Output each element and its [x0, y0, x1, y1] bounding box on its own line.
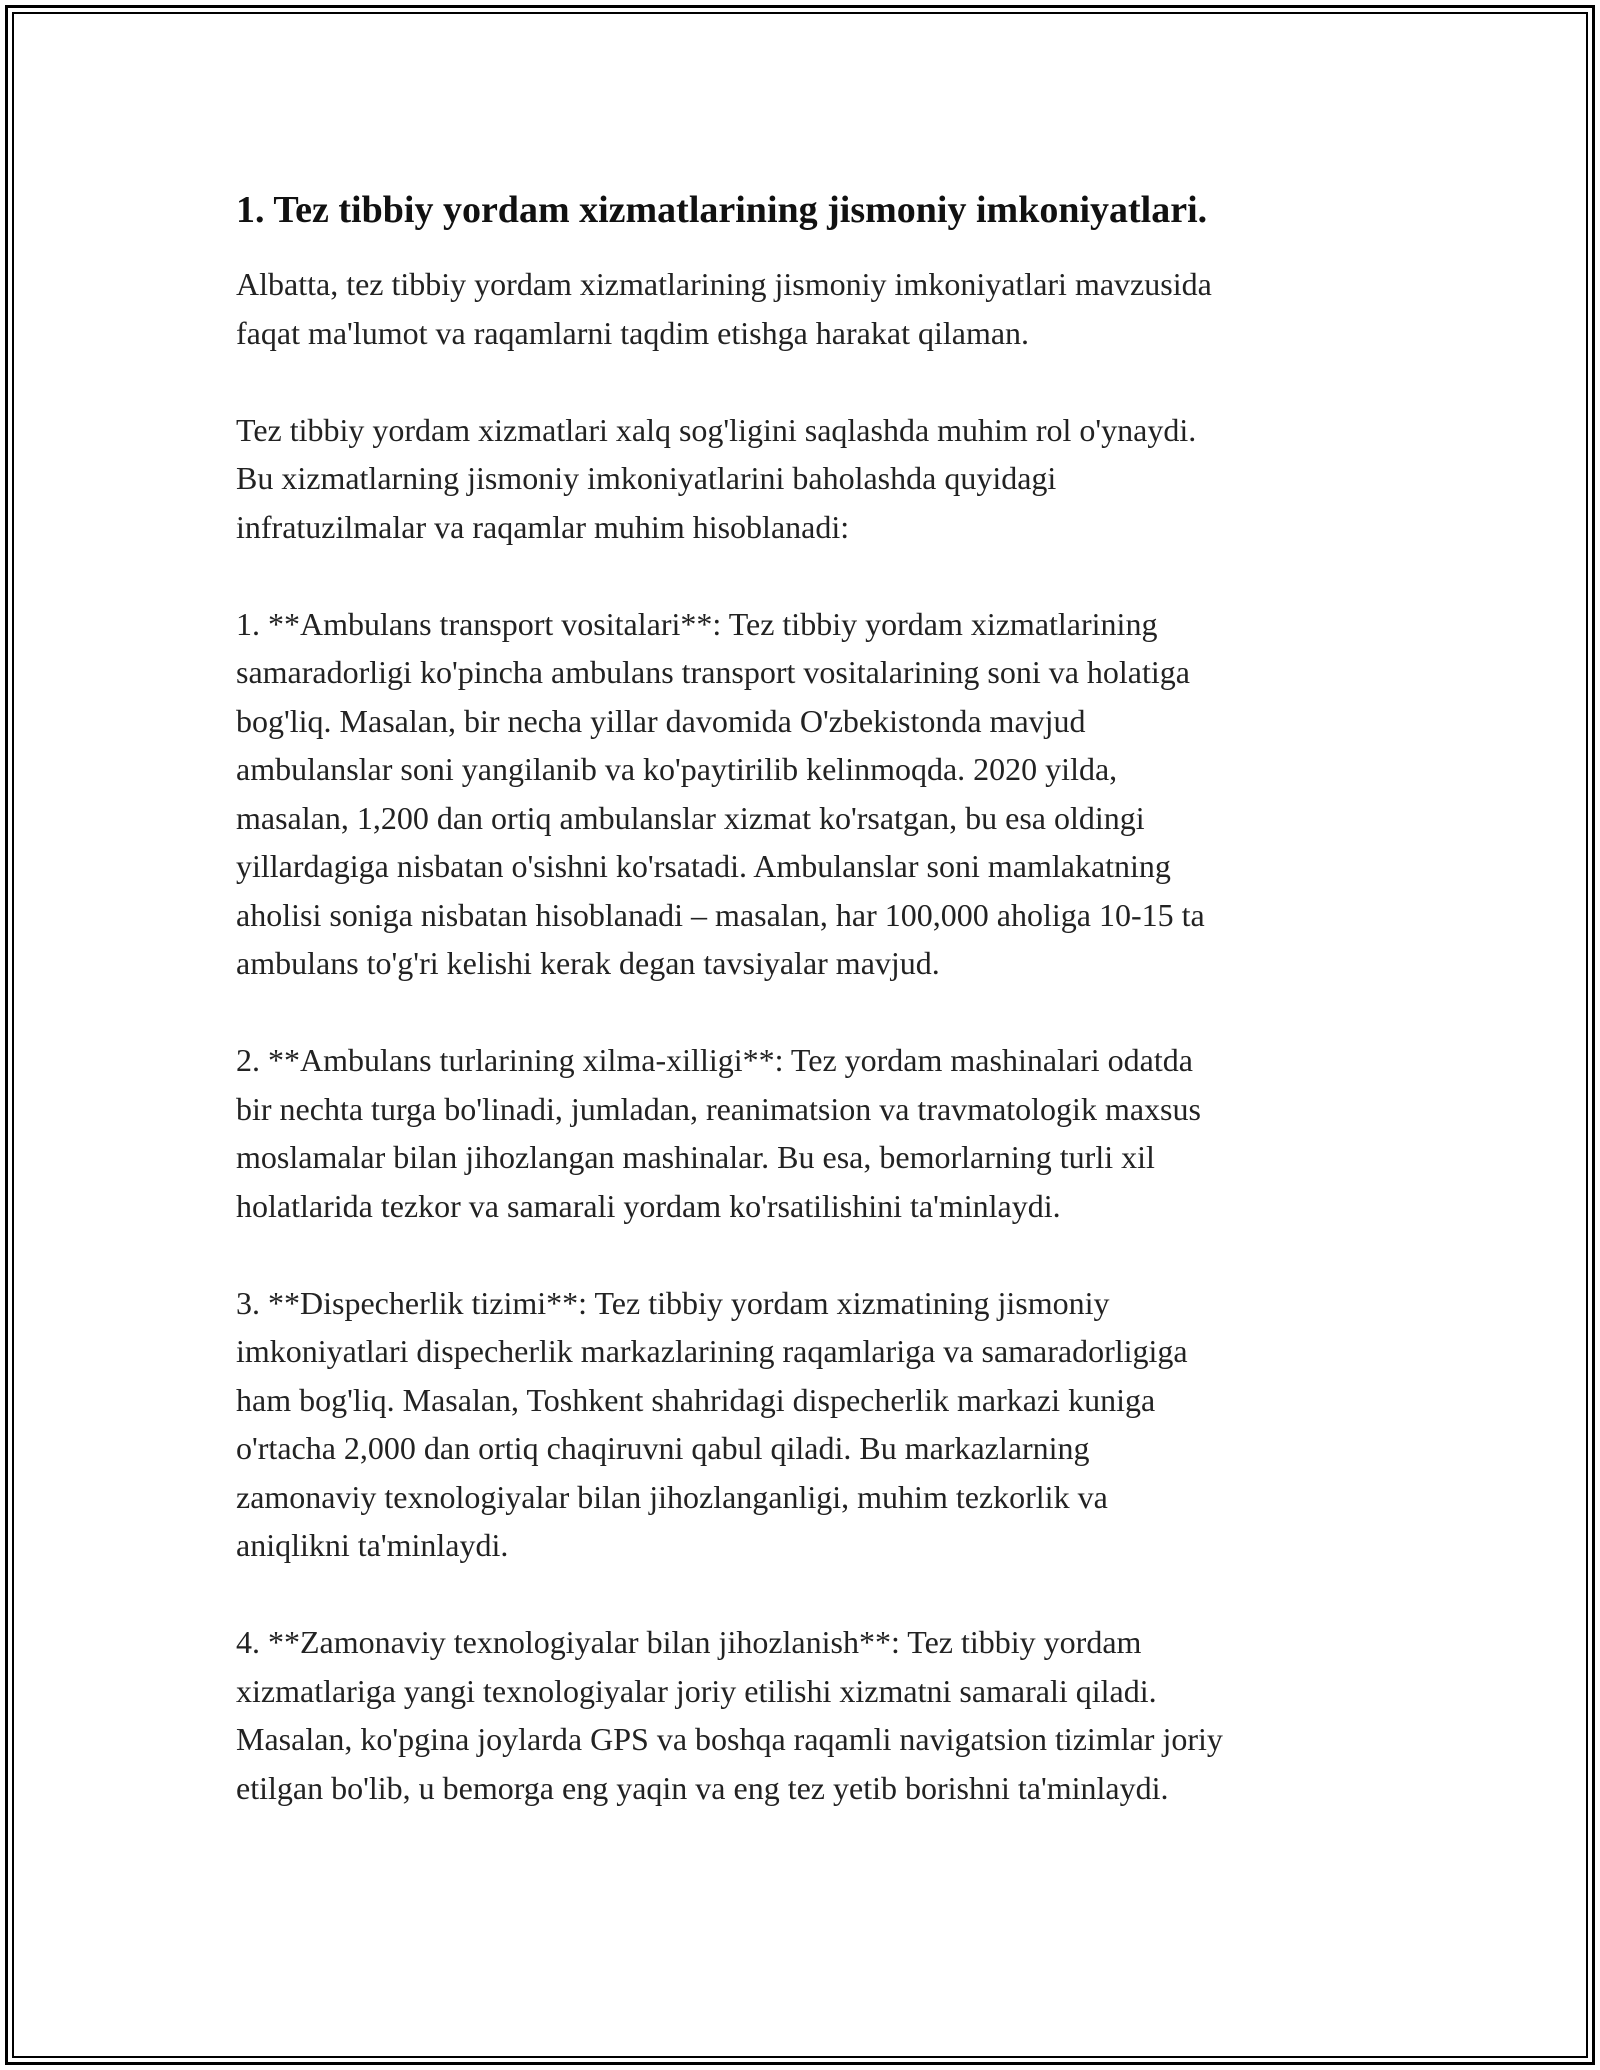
paragraph-item-4: 4. **Zamonaviy texnologiyalar bilan jihozlanish**: Tez tibbiy yordam xizmatlariga yangi texnologiyalar joriy etilishi xizmatni samarali qiladi. Masalan, ko'pgina joylarda GPS va boshqa raqamli navigatsion tizimlar joriy etilgan bo'lib, u bemorga eng yaqin va eng tez yetib borishni ta'minlaydi.: [236, 1624, 1223, 1806]
document-body: [236, 186, 1376, 1861]
paragraph-item-2: 2. **Ambulans turlarining xilma-xilligi**: Tez yordam mashinalari odatda bir nechta turga bo'linadi, jumladan, reanimatsion va travmatologik maxsus moslamalar bilan jihozlangan mashinalar. Bu esa, bemorlarning turli xil holatlarida tezkor va samarali yordam ko'rsatilishini ta'minlaydi.: [236, 1042, 1201, 1224]
paragraph-item-1: 1. **Ambulans transport vositalari**: Tez tibbiy yordam xizmatlarining samaradorligi ko'pincha ambulans transport vositalarining soni va holatiga bog'liq. Masalan, bir necha yillar davomida O'zbekistonda mavjud ambulanslar soni yangilanib va ko'paytirilib kelinmoqda. 2020 yilda, masalan, 1,200 dan ortiq ambulanslar xizmat ko'rsatgan, bu esa oldingi yillardagiga nisbatan o'sishni ko'rsatadi. Ambulanslar soni mamlakatning aholisi soniga nisbatan hisoblanadi – masalan, har 100,000 aholiga 10-15 ta ambulans to'g'ri kelishi kerak degan tavsiyalar mavjud.: [236, 605, 1205, 981]
document-title: 1. Tez tibbiy yordam xizmatlarining jismoniy imkoniyatlari.: [236, 189, 1208, 231]
paragraph-intro: Albatta, tez tibbiy yordam xizmatlarining jismoniy imkoniyatlari mavzusida faqat ma'lumot va raqamlarni taqdim etishga harakat qilaman.: [236, 266, 1212, 351]
paragraph-overview: Tez tibbiy yordam xizmatlari xalq sog'ligini saqlashda muhim rol o'ynaydi. Bu xizmatlarning jismoniy imkoniyatlarini baholashda quyidagi infratuzilmalar va raqamlar muhim hisoblanadi:: [236, 411, 1197, 545]
paragraph-item-3: 3. **Dispecherlik tizimi**: Tez tibbiy yordam xizmatining jismoniy imkoniyatlari dispecherlik markazlarining raqamlariga va samaradorligiga ham bog'liq. Masalan, Toshkent shahridagi dispecherlik markazi kuniga o'rtacha 2,000 dan ortiq chaqiruvni qabul qiladi. Bu markazlarning zamonaviy texnologiyalar bilan jihozlanganligi, muhim tezkorlik va aniqlikni ta'minlaydi.: [236, 1284, 1188, 1563]
